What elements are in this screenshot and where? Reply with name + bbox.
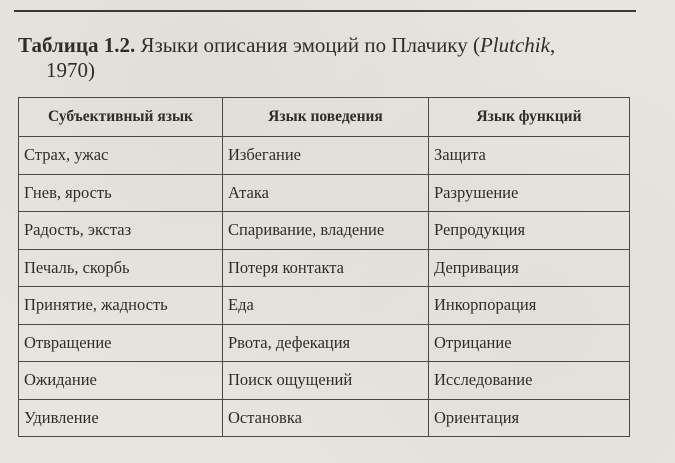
- table-cell: Поиск ощущений: [223, 362, 429, 400]
- caption-year: 1970): [46, 58, 95, 82]
- emotions-table: [18, 97, 630, 437]
- header-behavior-language: Язык поведения: [223, 98, 429, 137]
- table-row: [19, 137, 630, 175]
- table-cell: Ориентация: [429, 399, 630, 437]
- table-cell: Инкорпорация: [429, 287, 630, 325]
- table-cell: Репродукция: [429, 212, 630, 250]
- table-cell: Радость, экстаз: [19, 212, 223, 250]
- table-cell: Ожидание: [19, 362, 223, 400]
- table-cell: Атака: [223, 174, 429, 212]
- table-cell: Гнев, ярость: [19, 174, 223, 212]
- caption-text: Языки описания эмоций по Плачику (: [135, 33, 480, 57]
- caption-label: Таблица 1.2.: [18, 33, 136, 57]
- table-cell: Защита: [429, 137, 630, 175]
- table-row: [19, 174, 630, 212]
- table-cell: Исследование: [429, 362, 630, 400]
- header-subjective-language: Субъективный язык: [19, 98, 223, 137]
- table-cell: Разрушение: [429, 174, 630, 212]
- table-cell: Страх, ужас: [19, 137, 223, 175]
- table-caption: [18, 33, 638, 83]
- table-row: [19, 399, 630, 437]
- table-row: [19, 362, 630, 400]
- table-header-row: [19, 98, 630, 137]
- table-cell: Остановка: [223, 399, 429, 437]
- caption-author: Plutchik: [479, 33, 550, 57]
- table-cell: Потеря контакта: [223, 249, 429, 287]
- table-cell: Депривация: [429, 249, 630, 287]
- table-cell: Отвращение: [19, 324, 223, 362]
- table-cell: Принятие, жадность: [19, 287, 223, 325]
- caption-comma: ,: [549, 33, 556, 57]
- table-cell: Печаль, скорбь: [19, 249, 223, 287]
- table-cell: Спаривание, владение: [223, 212, 429, 250]
- table-cell: Удивление: [19, 399, 223, 437]
- table-row: [19, 212, 630, 250]
- table-cell: Рвота, дефекация: [223, 324, 429, 362]
- table-cell: Еда: [223, 287, 429, 325]
- table-row: [19, 287, 630, 325]
- table-cell: Отрицание: [429, 324, 630, 362]
- top-rule: [14, 10, 636, 12]
- table-row: [19, 249, 630, 287]
- header-function-language: Язык функций: [429, 98, 630, 137]
- table-cell: Избегание: [223, 137, 429, 175]
- table-row: [19, 324, 630, 362]
